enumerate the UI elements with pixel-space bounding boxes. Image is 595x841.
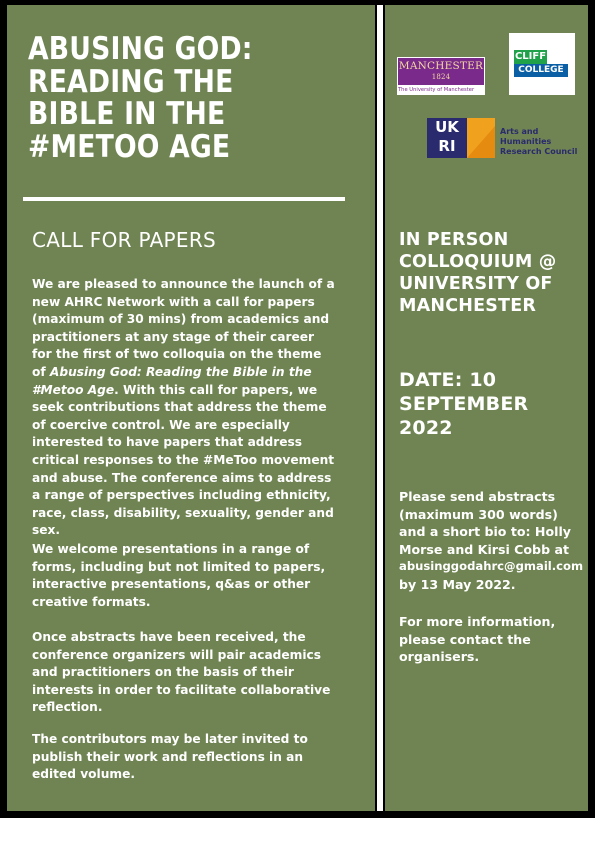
colloquium-title: Abusing God: Reading the Bible in the #Metoo Age [32,364,312,397]
ahrc-name [500,127,586,157]
call-for-papers-heading: CALL FOR PAPERS [32,228,217,252]
date-line: SEPTEMBER 2022 [399,393,529,439]
manchester-name: MANCHESTER [398,60,484,72]
title-underline [23,197,345,201]
title-line: BIBLE IN THE [28,96,226,132]
venue-line: COLLOQUIUM @ [399,252,557,272]
poster-title [28,33,355,163]
contact-email-link[interactable]: abusinggodahrc@gmail.com [399,559,584,574]
manchester-wordmark [398,58,484,85]
ukri-logo [427,118,497,160]
date-line: DATE: 10 [399,369,497,391]
venue-heading [399,229,584,317]
venue-line: UNIVERSITY OF [399,274,553,294]
ahrc-line: Arts and [500,127,539,136]
cliff-label: CLIFF [514,51,547,62]
title-line: #METOO AGE [28,128,231,165]
intro-text-1: We are pleased to announce the launch of a new AHRC Network with a call for papers (maximum of 30 mins) from academics and practitioners at any stage of their career for the first of two colloquia on the theme of [32,277,335,379]
ahrc-line: Research Council [500,147,578,156]
venue-line: IN PERSON [399,230,509,250]
college-label: COLLEGE [514,64,568,77]
abstract-submission-info [399,488,584,594]
manchester-year: 1824 [431,73,451,81]
coercive-control-text: coercive control [49,417,161,432]
publication-paragraph: The contributors may be later invited to publish their work and reflections in an edited volume. [32,732,308,782]
intro-text-2: . With this call for papers, we seek contributions that address the theme of [32,382,327,432]
pairing-paragraph: Once abstracts have been received, the conference organizers will pair academics and practitioners on the basis of their interests in order to facilitate collaborative reflection. [32,630,331,715]
abstract-deadline: by 13 May 2022. [399,576,516,592]
venue-line: MANCHESTER [399,296,537,316]
more-information-text: For more information, please contact the organisers. [399,614,556,665]
title-line: READING THE [28,63,234,100]
ahrc-line: Humanities [500,137,552,146]
ukri-mark: UK RI [427,118,467,158]
intro-text-3: . We are especially interested to have papers that address critical responses to the #MeToo movement and abuse. The conference aims to address a range of perspectives including ethnicity, race, class, disability, sexuality, gender and sex. [32,417,335,538]
abstract-instructions: Please send abstracts (maximum 300 words) and a short bio to: Holly Morse and Kirsi Cobb at [399,489,571,557]
manchester-subtitle: The University of Manchester [398,87,475,93]
date-heading [399,368,584,440]
intro-paragraph [32,276,337,540]
title-line: ABUSING GOD: [28,31,253,67]
university-of-manchester-logo [397,57,485,95]
cliff-college-logo [509,33,575,95]
formats-paragraph: We welcome presentations in a range of forms, including but not limited to papers, interactive presentations, q&as or other creative formats. [32,542,326,609]
ahrc-emblem-icon [467,118,495,158]
column-divider [377,5,383,811]
